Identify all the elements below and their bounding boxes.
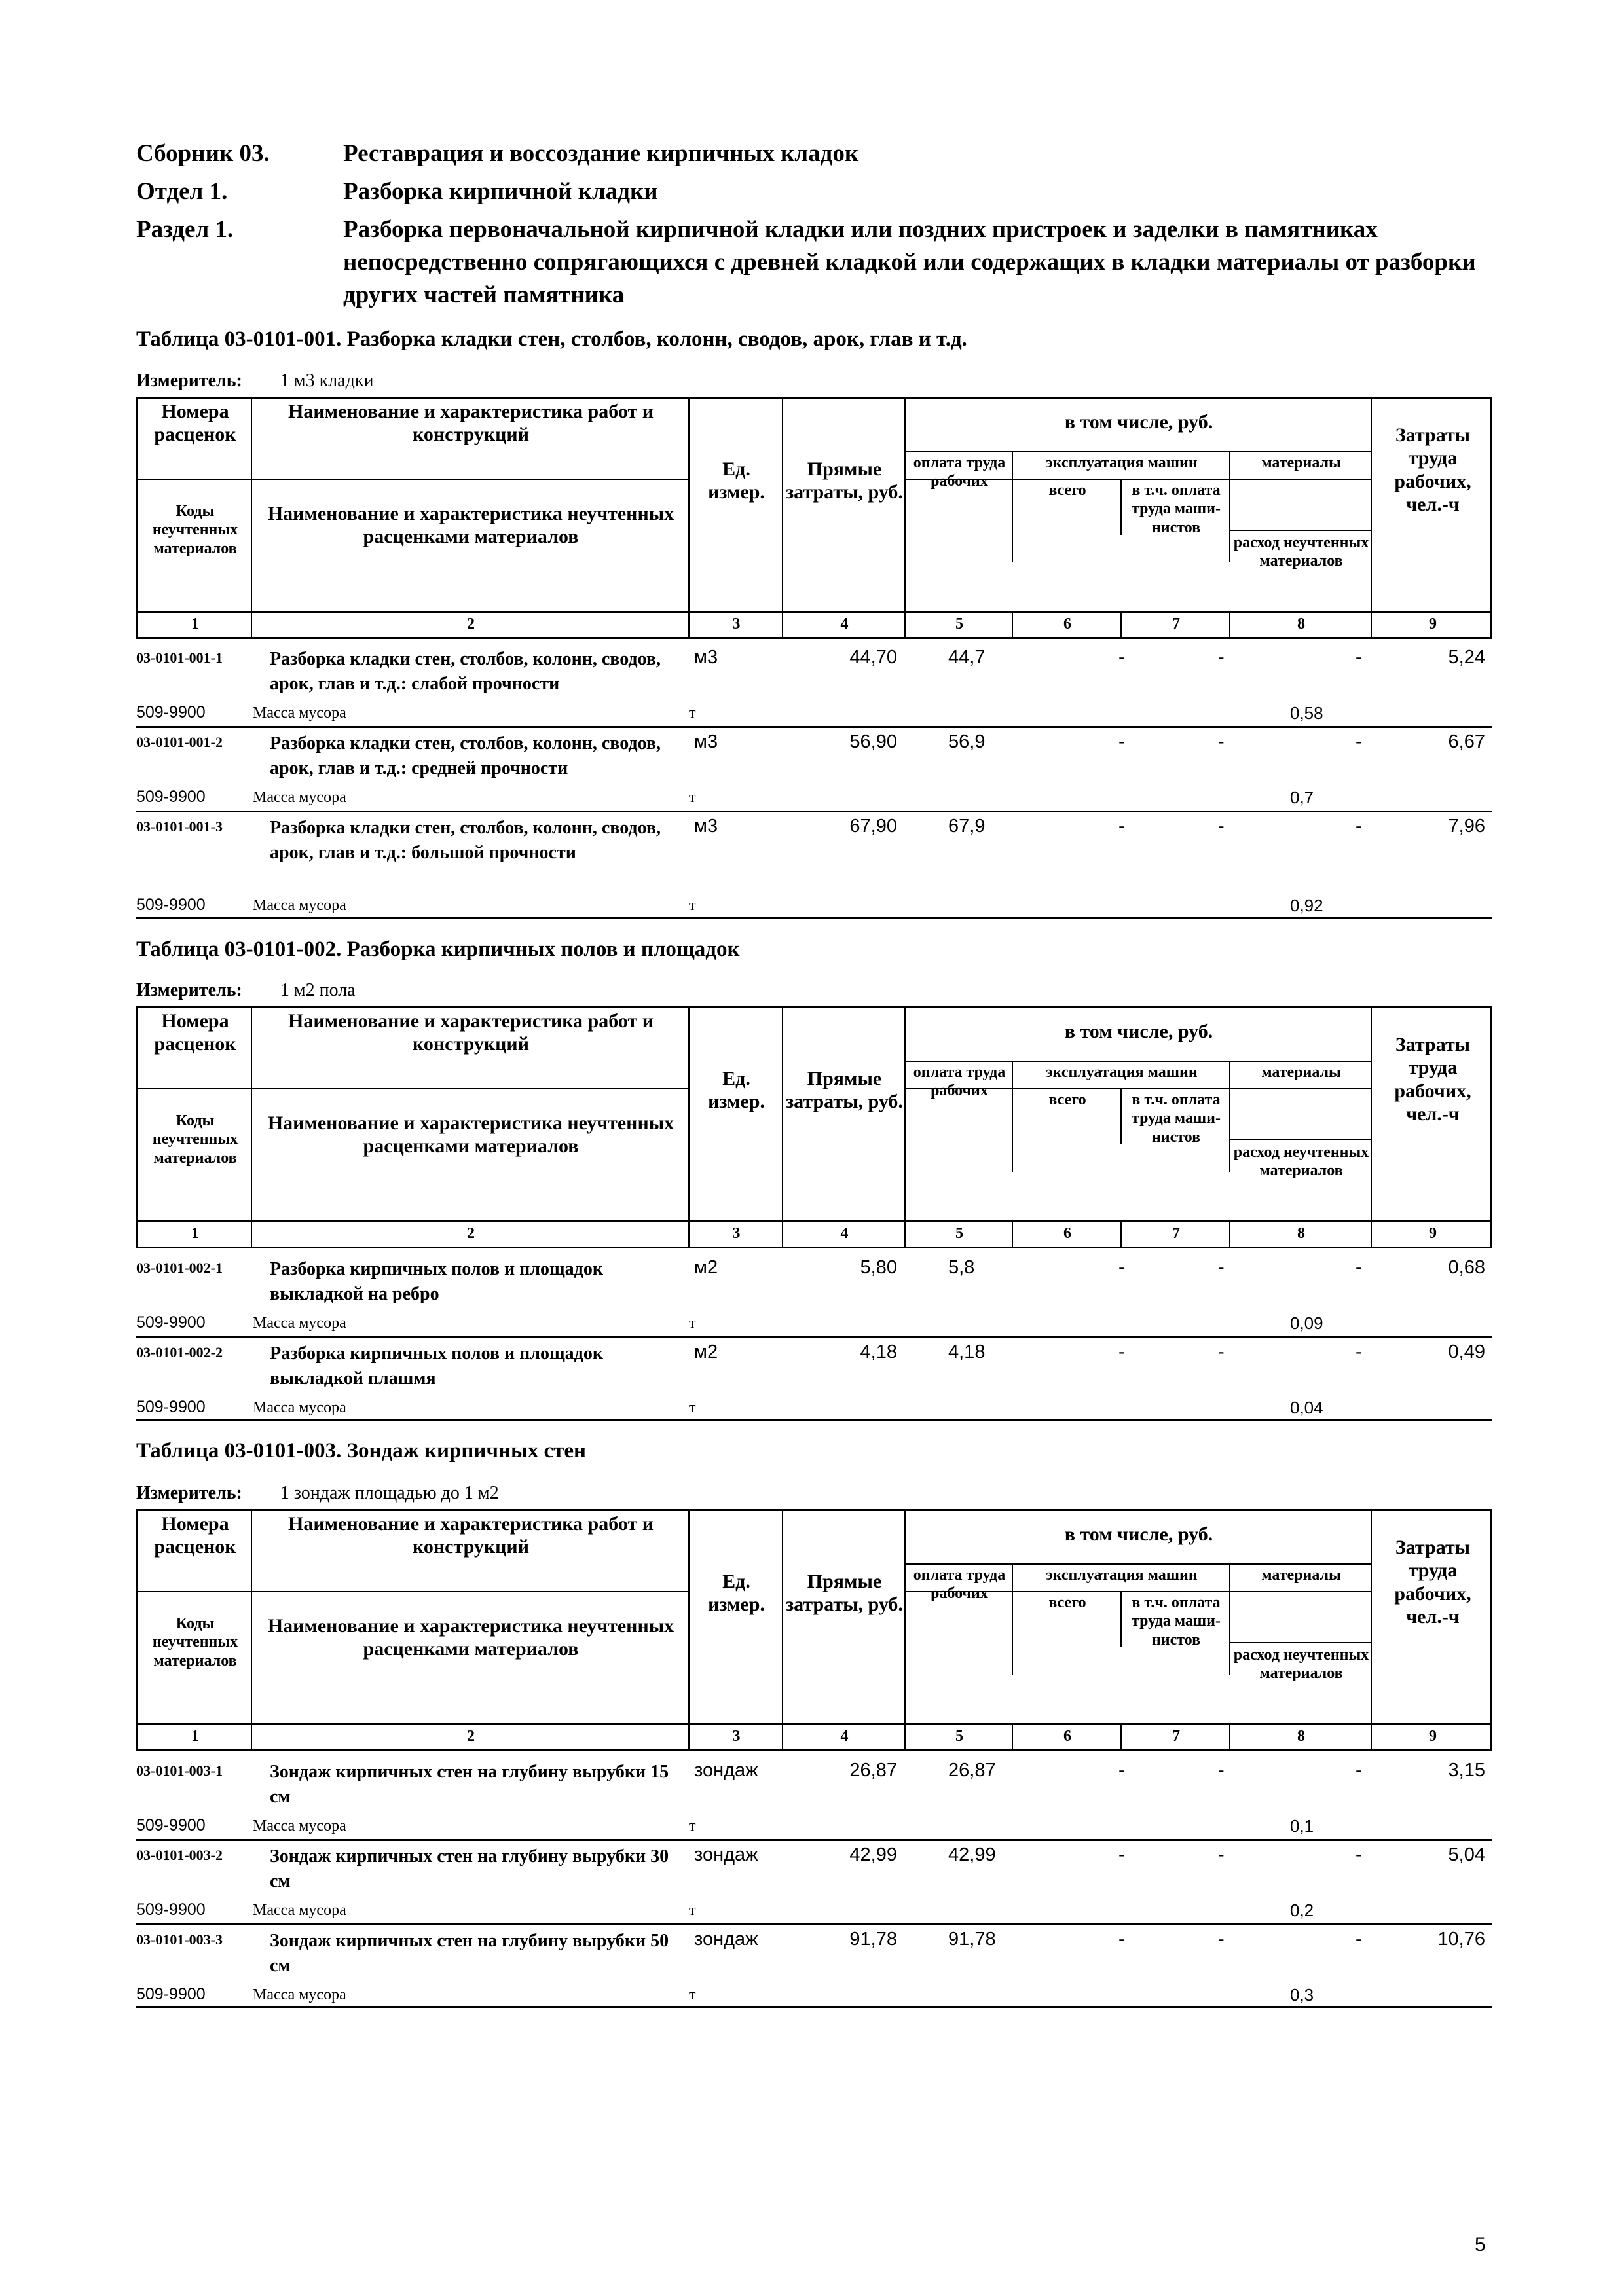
grid-line: [906, 451, 1372, 452]
rate-name: Разборка кирпичных полов и площадок выкладкой на ребро: [270, 1259, 603, 1304]
materials-value: -: [1356, 1341, 1362, 1362]
table-header: [136, 1509, 1492, 1725]
grid-line: [904, 613, 906, 639]
rate-numbers-header: Номера расценок: [154, 1513, 236, 1558]
grid-line: [1371, 613, 1372, 639]
direct-costs-header: Прямые затраты, руб.: [786, 458, 903, 503]
grid-line: [251, 613, 252, 639]
material-unit: т: [689, 1399, 696, 1416]
machines-value: -: [1118, 1760, 1125, 1781]
column-number: 5: [955, 615, 963, 632]
measurer-label: Измеритель:: [136, 1483, 242, 1503]
rate-unit: зондаж: [694, 1760, 758, 1781]
measurer-line: [136, 980, 356, 1001]
rate-name: Зондаж кирпичных стен на глубину вырубки 50 см: [270, 1931, 669, 1976]
grid-line: [688, 1008, 690, 1224]
material-quantity: 0,92: [1290, 896, 1323, 915]
grid-line: [251, 1725, 252, 1751]
labor-cost-value: 0,49: [1448, 1341, 1485, 1362]
grid-line: [138, 1591, 690, 1592]
grid-line: [904, 399, 906, 615]
machines-value: -: [1118, 1844, 1125, 1865]
material-quantity: 0,1: [1290, 1816, 1314, 1836]
material-name: Масса мусора: [253, 1902, 346, 1919]
grid-line: [1120, 1088, 1122, 1144]
material-names-header: Наименование и характеристика неучтенных расценками материалов: [267, 1112, 674, 1157]
machines-total-header: всего: [1048, 1594, 1086, 1611]
wages-header: оплата труда рабочих: [913, 1064, 1006, 1100]
column-number: 6: [1063, 1225, 1071, 1242]
rate-unit: м3: [694, 647, 718, 668]
unit-header: Ед. измер.: [708, 1571, 765, 1616]
machines-total-header: всего: [1048, 482, 1086, 499]
unaccounted-consumption-header: расход неучтенных материалов: [1233, 1647, 1369, 1683]
rate-unit: м2: [694, 1257, 718, 1278]
work-name-header: Наименование и характеристика работ и конструкций: [288, 1513, 654, 1558]
material-unit: т: [689, 1986, 696, 2003]
machinists-wages-header: в т.ч. оплата труда маши-нистов: [1131, 1594, 1221, 1649]
materials-header: материалы: [1261, 1064, 1341, 1081]
collection-label: Сборник 03.: [136, 140, 270, 167]
direct-costs-header: Прямые затраты, руб.: [786, 1068, 903, 1113]
column-number: 5: [955, 1728, 963, 1745]
machines-header: эксплуатация машин: [1046, 1064, 1198, 1081]
unit-header: Ед. измер.: [708, 458, 765, 503]
grid-line: [1229, 613, 1230, 639]
grid-line: [1012, 451, 1013, 562]
grid-line: [1012, 1725, 1013, 1751]
material-quantity: 0,7: [1290, 788, 1314, 807]
grid-line: [1012, 613, 1013, 639]
grid-line: [1013, 479, 1122, 480]
material-codes-header: Коды неучтенных материалов: [152, 1112, 238, 1167]
rate-unit: зондаж: [694, 1844, 758, 1865]
direct-cost-value: 5,80: [860, 1257, 897, 1278]
material-name: Масса мусора: [253, 789, 346, 806]
grid-line: [782, 613, 783, 639]
grid-line: [782, 1511, 783, 1727]
material-name: Масса мусора: [253, 1986, 346, 2003]
column-number: 2: [467, 1728, 475, 1745]
grid-line: [1012, 1563, 1013, 1675]
material-quantity: 0,2: [1290, 1901, 1314, 1920]
grid-line: [1120, 1591, 1122, 1647]
grid-line: [1229, 1563, 1230, 1675]
grid-line: [688, 1222, 690, 1248]
material-quantity: 0,3: [1290, 1985, 1314, 2005]
table-caption: Таблица 03-0101-001. Разборка кладки стен, столбов, колонн, сводов, арок, глав и т.д.: [136, 327, 967, 351]
machines-value: -: [1118, 731, 1125, 752]
direct-cost-value: 44,70: [849, 647, 897, 668]
row-separator: [136, 811, 1492, 812]
column-number: 7: [1172, 1728, 1180, 1745]
measurer-value: 1 м3 кладки: [280, 371, 374, 391]
materials-value: -: [1356, 1760, 1362, 1781]
machines-header: эксплуатация машин: [1046, 1567, 1198, 1584]
column-number: 9: [1429, 1728, 1437, 1745]
material-names-header: Наименование и характеристика неучтенных расценками материалов: [267, 1615, 674, 1660]
wages-header: оплата труда рабочих: [913, 454, 1006, 490]
column-numbers-row: [136, 1222, 1492, 1248]
machinists-value: -: [1218, 1341, 1225, 1362]
materials-value: -: [1356, 647, 1362, 668]
column-number: 4: [840, 615, 849, 632]
rate-name: Разборка кладки стен, столбов, колонн, сводов, арок, глав и т.д.: большой прочности: [270, 818, 661, 863]
wages-value: 4,18: [948, 1341, 986, 1362]
rate-unit: м2: [694, 1341, 718, 1362]
machinists-value: -: [1218, 1929, 1225, 1950]
row-separator: [136, 1839, 1492, 1841]
material-name: Масса мусора: [253, 1315, 346, 1332]
work-name-header: Наименование и характеристика работ и конструкций: [288, 401, 654, 446]
work-name-header: Наименование и характеристика работ и конструкций: [288, 1010, 654, 1055]
machines-header: эксплуатация машин: [1046, 454, 1198, 471]
grid-line: [251, 1511, 252, 1727]
grid-line: [1012, 1061, 1013, 1172]
material-code: 509-9900: [136, 1985, 206, 2003]
measurer-value: 1 зондаж площадью до 1 м2: [280, 1483, 499, 1503]
machinists-value: -: [1218, 1844, 1225, 1865]
material-code: 509-9900: [136, 1313, 206, 1332]
row-separator: [136, 726, 1492, 728]
machines-value: -: [1118, 1341, 1125, 1362]
wages-value: 26,87: [948, 1760, 996, 1781]
materials-header: материалы: [1261, 454, 1341, 471]
grid-line: [1120, 1222, 1122, 1248]
grid-line: [904, 1511, 906, 1727]
materials-value: -: [1356, 816, 1362, 837]
labor-cost-value: 0,68: [1448, 1257, 1485, 1278]
column-number: 8: [1297, 615, 1305, 632]
materials-value: -: [1356, 1257, 1362, 1278]
material-name: Масса мусора: [253, 1817, 346, 1834]
row-separator: [136, 1336, 1492, 1338]
material-codes-header: Коды неучтенных материалов: [152, 1615, 238, 1669]
direct-cost-value: 42,99: [849, 1844, 897, 1865]
grid-line: [1371, 399, 1372, 615]
rate-code: 03-0101-003-2: [136, 1847, 223, 1863]
rate-name: Разборка кирпичных полов и площадок выкладкой плашмя: [270, 1343, 603, 1389]
including-header: в том числе, руб.: [1064, 411, 1213, 433]
column-number: 3: [732, 615, 741, 632]
column-number: 3: [732, 1225, 741, 1242]
rate-code: 03-0101-001-1: [136, 649, 223, 666]
rate-name: Зондаж кирпичных стен на глубину вырубки 30 см: [270, 1846, 669, 1891]
grid-line: [904, 1008, 906, 1224]
column-number: 7: [1172, 1225, 1180, 1242]
grid-line: [1013, 1591, 1122, 1592]
material-quantity: 0,04: [1290, 1398, 1323, 1417]
labor-cost-value: 3,15: [1448, 1760, 1485, 1781]
material-unit: т: [689, 897, 696, 914]
material-name: Масса мусора: [253, 897, 346, 914]
unaccounted-consumption-header: расход неучтенных материалов: [1233, 534, 1369, 570]
direct-cost-value: 4,18: [860, 1341, 897, 1362]
unit-header: Ед. измер.: [708, 1068, 765, 1113]
grid-line: [904, 1222, 906, 1248]
direct-costs-header: Прямые затраты, руб.: [786, 1571, 903, 1616]
material-codes-header: Коды неучтенных материалов: [152, 503, 238, 557]
machinists-value: -: [1218, 1760, 1225, 1781]
direct-cost-value: 56,90: [849, 731, 897, 752]
labor-costs-header: Затраты труда рабочих, чел.-ч: [1394, 1537, 1471, 1628]
grid-line: [1120, 1725, 1122, 1751]
unaccounted-consumption-header: расход неучтенных материалов: [1233, 1144, 1369, 1180]
rate-unit: м3: [694, 731, 718, 752]
direct-cost-value: 26,87: [849, 1760, 897, 1781]
column-number: 2: [467, 1225, 475, 1242]
grid-line: [1013, 1088, 1122, 1089]
rate-code: 03-0101-001-2: [136, 734, 223, 750]
measurer-label: Измеритель:: [136, 980, 242, 1000]
machinists-value: -: [1218, 816, 1225, 837]
direct-cost-value: 91,78: [849, 1929, 897, 1950]
wages-value: 5,8: [948, 1257, 975, 1278]
labor-cost-value: 5,04: [1448, 1844, 1485, 1865]
rate-name: Разборка кладки стен, столбов, колонн, сводов, арок, глав и т.д.: слабой прочности: [270, 649, 661, 694]
machines-value: -: [1118, 1257, 1125, 1278]
machines-total-header: всего: [1048, 1091, 1086, 1108]
table-caption: Таблица 03-0101-002. Разборка кирпичных полов и площадок: [136, 938, 740, 961]
measurer-line: [136, 371, 373, 392]
grid-line: [782, 1222, 783, 1248]
material-name: Масса мусора: [253, 1399, 346, 1416]
page-number: 5: [1475, 2234, 1486, 2255]
machinists-value: -: [1218, 1257, 1225, 1278]
grid-line: [1371, 1725, 1372, 1751]
grid-line: [1120, 479, 1122, 535]
grid-line: [906, 1563, 1372, 1565]
grid-line: [138, 479, 690, 480]
collection-title: Реставрация и воссоздание кирпичных кладок: [343, 140, 859, 167]
column-number: 1: [191, 615, 199, 632]
measurer-value: 1 м2 пола: [280, 980, 356, 1000]
grid-line: [1230, 1139, 1372, 1140]
rate-code: 03-0101-003-1: [136, 1762, 223, 1779]
material-code: 509-9900: [136, 1901, 206, 1919]
direct-cost-value: 67,90: [849, 816, 897, 837]
column-number: 6: [1063, 1728, 1071, 1745]
grid-line: [1371, 1222, 1372, 1248]
grid-line: [1371, 1008, 1372, 1224]
rate-code: 03-0101-001-3: [136, 818, 223, 835]
machines-value: -: [1118, 816, 1125, 837]
machinists-value: -: [1218, 731, 1225, 752]
column-number: 4: [840, 1728, 849, 1745]
material-code: 509-9900: [136, 1816, 206, 1834]
column-number: 4: [840, 1225, 849, 1242]
material-unit: т: [689, 1315, 696, 1332]
material-quantity: 0,09: [1290, 1313, 1323, 1333]
grid-line: [906, 1061, 1372, 1062]
grid-line: [782, 399, 783, 615]
material-unit: т: [689, 789, 696, 806]
grid-line: [1371, 1511, 1372, 1727]
grid-line: [1012, 1222, 1013, 1248]
column-number: 1: [191, 1225, 199, 1242]
column-number: 2: [467, 615, 475, 632]
grid-line: [688, 399, 690, 615]
including-header: в том числе, руб.: [1064, 1021, 1213, 1042]
wages-value: 91,78: [948, 1929, 996, 1950]
column-numbers-row: [136, 613, 1492, 639]
rate-name: Зондаж кирпичных стен на глубину вырубки 15 см: [270, 1762, 669, 1807]
wages-value: 56,9: [948, 731, 986, 752]
rate-unit: зондаж: [694, 1929, 758, 1950]
row-separator: [136, 2006, 1492, 2008]
materials-value: -: [1356, 731, 1362, 752]
material-name: Масса мусора: [253, 704, 346, 721]
grid-line: [688, 1725, 690, 1751]
labor-cost-value: 7,96: [1448, 816, 1485, 837]
materials-value: -: [1356, 1929, 1362, 1950]
column-number: 9: [1429, 615, 1437, 632]
material-unit: т: [689, 704, 696, 721]
material-code: 509-9900: [136, 703, 206, 721]
grid-line: [1230, 530, 1372, 531]
rate-unit: м3: [694, 816, 718, 837]
department-label: Отдел 1.: [136, 178, 228, 205]
material-code: 509-9900: [136, 896, 206, 914]
rate-code: 03-0101-003-3: [136, 1931, 223, 1948]
grid-line: [251, 399, 252, 615]
column-number: 7: [1172, 615, 1180, 632]
machinists-wages-header: в т.ч. оплата труда маши-нистов: [1131, 1091, 1221, 1146]
material-quantity: 0,58: [1290, 703, 1323, 723]
materials-header: материалы: [1261, 1567, 1341, 1584]
material-code: 509-9900: [136, 1398, 206, 1416]
grid-line: [251, 1222, 252, 1248]
labor-cost-value: 10,76: [1437, 1929, 1485, 1950]
table-header: [136, 1006, 1492, 1222]
machinists-value: -: [1218, 647, 1225, 668]
material-unit: т: [689, 1817, 696, 1834]
grid-line: [251, 1008, 252, 1224]
rate-numbers-header: Номера расценок: [154, 1010, 236, 1055]
grid-line: [138, 1088, 690, 1089]
wages-header: оплата труда рабочих: [913, 1567, 1006, 1603]
rate-name: Разборка кладки стен, столбов, колонн, сводов, арок, глав и т.д.: средней прочности: [270, 733, 661, 778]
grid-line: [1229, 1222, 1230, 1248]
column-number: 8: [1297, 1225, 1305, 1242]
column-numbers-row: [136, 1725, 1492, 1751]
grid-line: [782, 1725, 783, 1751]
material-code: 509-9900: [136, 788, 206, 806]
material-names-header: Наименование и характеристика неучтенных расценками материалов: [267, 503, 674, 548]
column-number: 1: [191, 1728, 199, 1745]
grid-line: [782, 1008, 783, 1224]
row-separator: [136, 1923, 1492, 1925]
column-number: 5: [955, 1225, 963, 1242]
machines-value: -: [1118, 1929, 1125, 1950]
row-separator: [136, 917, 1492, 919]
including-header: в том числе, руб.: [1064, 1523, 1213, 1545]
machines-value: -: [1118, 647, 1125, 668]
grid-line: [904, 1725, 906, 1751]
labor-cost-value: 6,67: [1448, 731, 1485, 752]
wages-value: 42,99: [948, 1844, 996, 1865]
section-label: Раздел 1.: [136, 216, 234, 243]
grid-line: [1229, 451, 1230, 562]
measurer-line: [136, 1483, 499, 1504]
row-separator: [136, 1419, 1492, 1421]
table-header: [136, 397, 1492, 613]
labor-costs-header: Затраты труда рабочих, чел.-ч: [1394, 1034, 1471, 1125]
rate-numbers-header: Номера расценок: [154, 401, 236, 446]
column-number: 8: [1297, 1728, 1305, 1745]
wages-value: 44,7: [948, 647, 986, 668]
column-number: 9: [1429, 1225, 1437, 1242]
grid-line: [1120, 613, 1122, 639]
grid-line: [1229, 1061, 1230, 1172]
grid-line: [1230, 1642, 1372, 1643]
column-number: 3: [732, 1728, 741, 1745]
table-caption: Таблица 03-0101-003. Зондаж кирпичных стен: [136, 1439, 587, 1463]
wages-value: 67,9: [948, 816, 986, 837]
materials-value: -: [1356, 1844, 1362, 1865]
column-number: 6: [1063, 615, 1071, 632]
department-title: Разборка кирпичной кладки: [343, 178, 658, 205]
measurer-label: Измеритель:: [136, 371, 242, 391]
grid-line: [688, 1511, 690, 1727]
rate-code: 03-0101-002-1: [136, 1260, 223, 1276]
labor-costs-header: Затраты труда рабочих, чел.-ч: [1394, 424, 1471, 516]
labor-cost-value: 5,24: [1448, 647, 1485, 668]
machinists-wages-header: в т.ч. оплата труда маши-нистов: [1131, 482, 1221, 536]
material-unit: т: [689, 1902, 696, 1919]
rate-code: 03-0101-002-2: [136, 1344, 223, 1360]
section-title: Разборка первоначальной кирпичной кладки или поздних пристроек и заделки в памятниках непосредственно сопрягающихся с древней кладкой или содержащих в кладки материалы от разборки других частей памятника: [343, 216, 1476, 308]
grid-line: [1229, 1725, 1230, 1751]
grid-line: [688, 613, 690, 639]
